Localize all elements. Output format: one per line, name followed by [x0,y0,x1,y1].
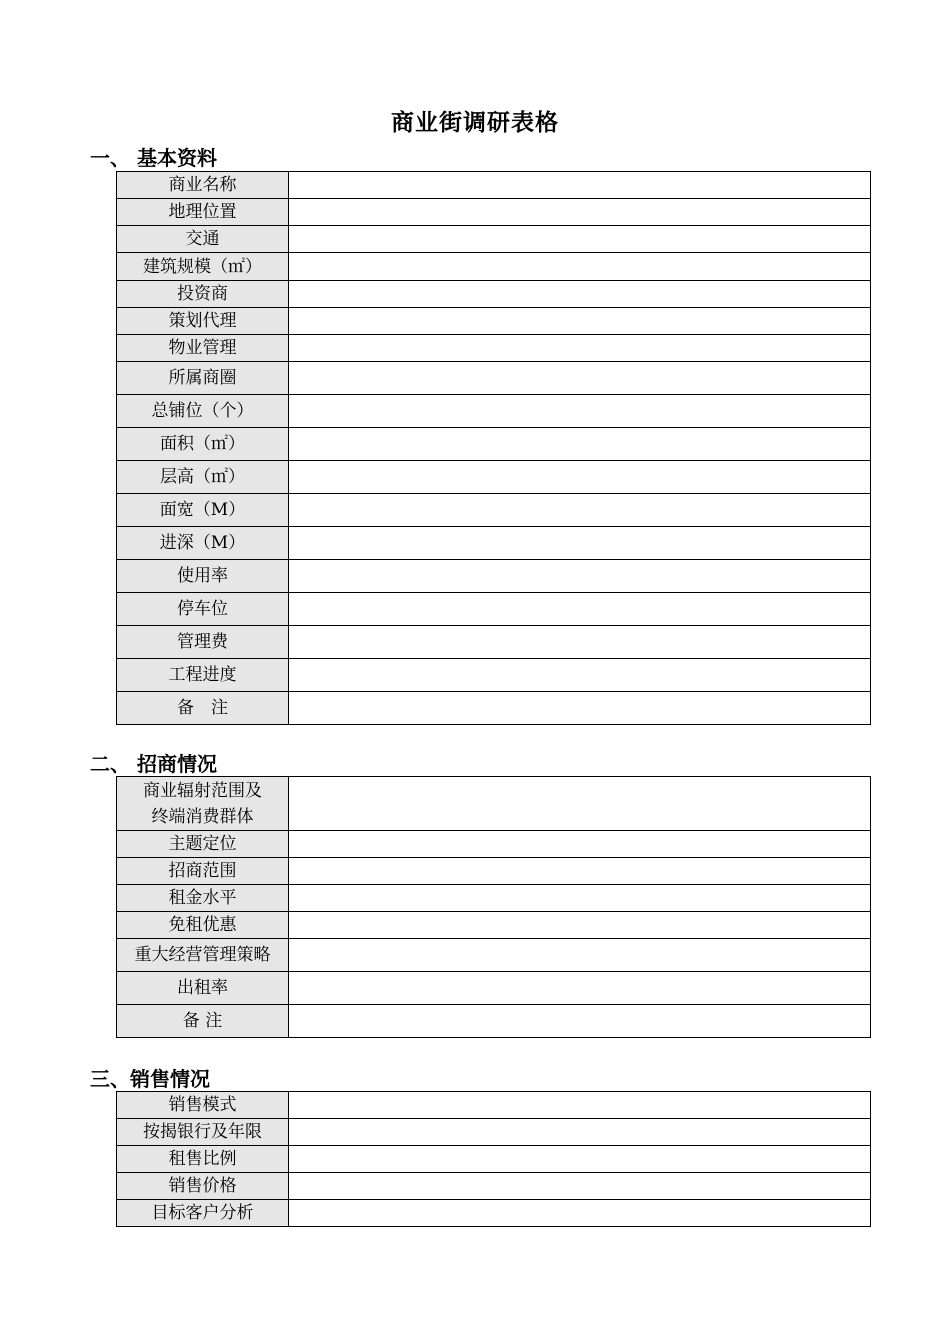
field-cell [289,395,871,428]
field-cell [289,1173,871,1200]
table-row [117,335,871,362]
field-input[interactable] [289,916,870,935]
field-input[interactable] [289,889,870,908]
field-label: 免租优惠 [117,912,289,939]
field-label: 重大经营管理策略 [117,939,289,972]
table-row [117,1119,871,1146]
field-label: 投资商 [117,281,289,308]
field-input[interactable] [289,501,870,520]
section-heading-leasing: 二、 招商情况 [90,752,217,776]
table-row [117,308,871,335]
field-input[interactable] [289,369,870,388]
field-cell [289,1005,871,1038]
field-cell [289,972,871,1005]
table-row [117,428,871,461]
table-row [117,1173,871,1200]
field-label: 招商范围 [117,858,289,885]
field-label: 商业名称 [117,172,289,199]
field-label: 主题定位 [117,831,289,858]
table-row [117,912,871,939]
field-cell [289,494,871,527]
field-cell [289,1092,871,1119]
field-cell [289,626,871,659]
field-input[interactable] [289,862,870,881]
field-input[interactable] [289,1177,870,1196]
field-label: 物业管理 [117,335,289,362]
field-cell [289,1119,871,1146]
table-row [117,831,871,858]
basic-info-table [116,171,871,725]
field-input[interactable] [289,257,870,276]
table-row [117,939,871,972]
field-cell [289,428,871,461]
field-cell [289,172,871,199]
field-cell [289,912,871,939]
table-row [117,1092,871,1119]
field-label: 面积（㎡） [117,428,289,461]
field-cell [289,939,871,972]
table-row [117,199,871,226]
field-label: 目标客户分析 [117,1200,289,1227]
table-row [117,1200,871,1227]
field-label: 管理费 [117,626,289,659]
table-row [117,659,871,692]
field-label: 备 注 [117,1005,289,1038]
table-row [117,885,871,912]
field-label: 所属商圈 [117,362,289,395]
field-label: 面宽（M） [117,494,289,527]
field-cell [289,593,871,626]
field-cell [289,560,871,593]
field-label: 销售价格 [117,1173,289,1200]
table-row [117,226,871,253]
field-label: 交通 [117,226,289,253]
field-label: 进深（M） [117,527,289,560]
table-row [117,253,871,281]
field-label: 租售比例 [117,1146,289,1173]
field-input[interactable] [289,1012,870,1031]
field-cell [289,692,871,725]
field-label: 租金水平 [117,885,289,912]
field-cell [289,831,871,858]
field-input[interactable] [289,1204,870,1223]
field-input[interactable] [289,435,870,454]
table-row [117,1146,871,1173]
field-cell [289,253,871,281]
table-row [117,281,871,308]
field-cell [289,461,871,494]
field-input[interactable] [289,600,870,619]
field-label: 层高（㎡） [117,461,289,494]
table-row [117,777,871,831]
table-row [117,494,871,527]
field-input[interactable] [289,203,870,222]
section-heading-sales: 三、销售情况 [90,1067,210,1091]
table-row [117,1005,871,1038]
table-row [117,461,871,494]
field-label: 按揭银行及年限 [117,1119,289,1146]
field-label: 地理位置 [117,199,289,226]
field-input[interactable] [289,946,870,965]
field-input[interactable] [289,666,870,685]
field-input[interactable] [289,468,870,487]
field-input[interactable] [289,339,870,358]
table-row [117,560,871,593]
field-input[interactable] [289,402,870,421]
field-input[interactable] [289,285,870,304]
field-cell [289,308,871,335]
table-row [117,395,871,428]
field-input[interactable] [289,1123,870,1142]
page-title: 商业街调研表格 [391,110,559,136]
field-input[interactable] [289,312,870,331]
field-cell [289,199,871,226]
table-row [117,527,871,560]
table-row [117,858,871,885]
field-input[interactable] [289,1150,870,1169]
field-input[interactable] [289,633,870,652]
table-row [117,972,871,1005]
field-cell [289,335,871,362]
field-label: 策划代理 [117,308,289,335]
field-label: 销售模式 [117,1092,289,1119]
field-label: 总铺位（个） [117,395,289,428]
table-row [117,172,871,199]
field-label: 出租率 [117,972,289,1005]
field-input[interactable] [289,979,870,998]
field-input[interactable] [289,835,870,854]
field-input[interactable] [289,230,870,249]
section-heading-basic-info: 一、 基本资料 [90,146,217,170]
table-row [117,626,871,659]
field-cell [289,362,871,395]
field-cell [289,777,871,831]
field-label: 使用率 [117,560,289,593]
field-cell [289,281,871,308]
table-row [117,692,871,725]
field-input[interactable] [289,794,870,813]
field-label: 备 注 [117,692,289,725]
leasing-table [116,776,871,1038]
field-label: 商业辐射范围及 终端消费群体 [117,777,289,831]
field-label: 工程进度 [117,659,289,692]
field-input[interactable] [289,699,870,718]
field-input[interactable] [289,176,870,195]
field-cell [289,1146,871,1173]
table-row [117,362,871,395]
field-input[interactable] [289,534,870,553]
field-input[interactable] [289,1096,870,1115]
table-row [117,593,871,626]
field-cell [289,1200,871,1227]
field-input[interactable] [289,567,870,586]
sales-table [116,1091,871,1227]
field-label: 停车位 [117,593,289,626]
field-cell [289,226,871,253]
field-label: 建筑规模（㎡） [117,253,289,281]
field-cell [289,659,871,692]
field-cell [289,527,871,560]
field-cell [289,858,871,885]
field-cell [289,885,871,912]
